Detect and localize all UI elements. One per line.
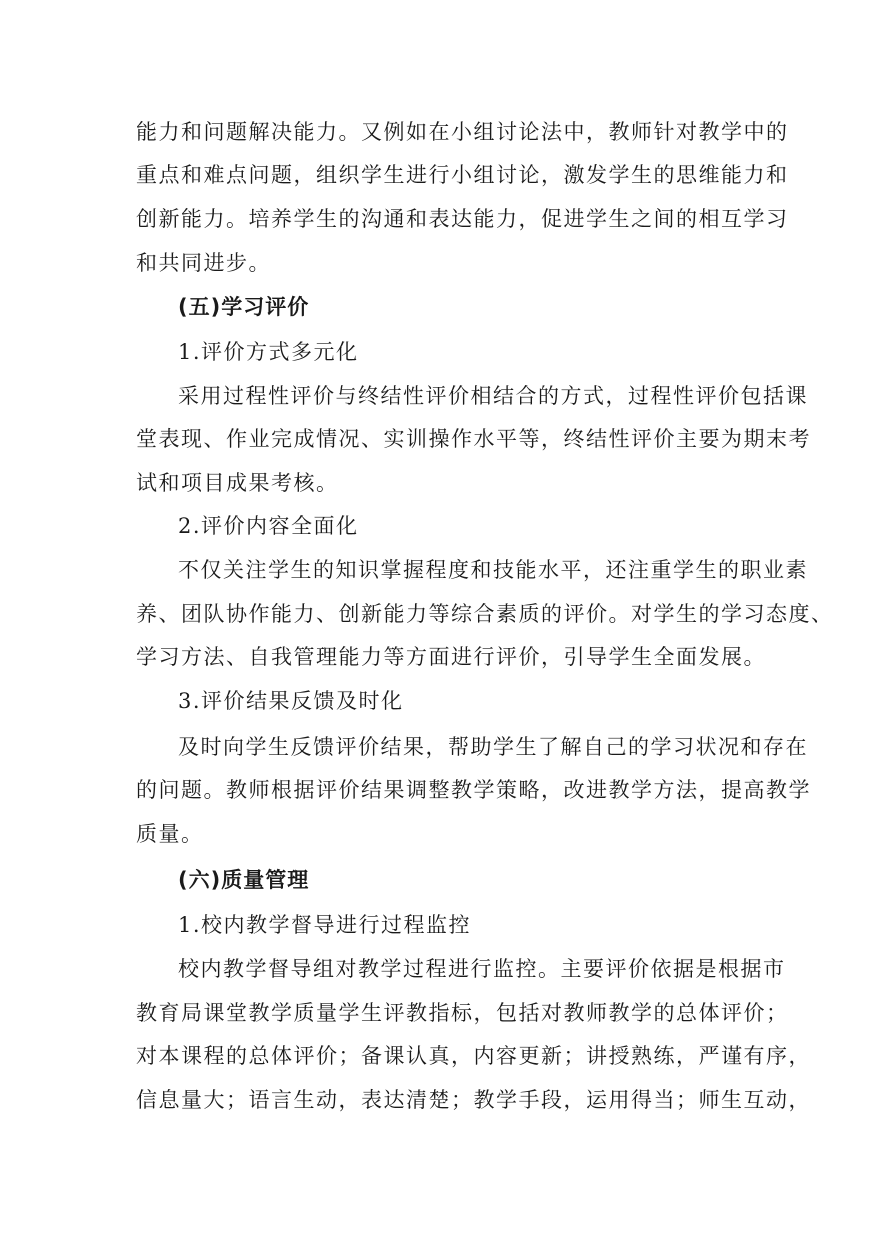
body-text-line: 堂表现、作业完成情况、实训操作水平等，终结性评价主要为期末考: [136, 427, 811, 451]
section-heading: (五)学习评价: [178, 295, 310, 319]
subsection-heading: 2.评价内容全面化: [178, 514, 359, 538]
body-text-line: 对本课程的总体评价；备课认真，内容更新；讲授熟练，严谨有序，: [136, 1044, 811, 1068]
body-text-line: 教育局课堂教学质量学生评教指标，包括对教师教学的总体评价；: [136, 1001, 789, 1025]
subsection-heading: 1.评价方式多元化: [178, 340, 359, 364]
body-text-line: 的问题。教师根据评价结果调整教学策略，改进教学方法，提高教学: [136, 778, 811, 802]
subsection-heading: 1.校内教学督导进行过程监控: [178, 913, 472, 937]
body-text-line: 能力和问题解决能力。又例如在小组讨论法中，教师针对教学中的: [136, 120, 789, 144]
body-text-line: 试和项目成果考核。: [136, 471, 339, 495]
body-text-line: 创新能力。培养学生的沟通和表达能力，促进学生之间的相互学习: [136, 207, 789, 231]
body-text-line: 和共同进步。: [136, 251, 271, 275]
body-text-line: 不仅关注学生的知识掌握程度和技能水平，还注重学生的职业素: [178, 558, 808, 582]
body-text-line: 采用过程性评价与终结性评价相结合的方式，过程性评价包括课: [178, 384, 808, 408]
body-text-line: 学习方法、自我管理能力等方面进行评价，引导学生全面发展。: [136, 645, 766, 669]
subsection-heading: 3.评价结果反馈及时化: [178, 689, 404, 713]
body-text-line: 养、团队协作能力、创新能力等综合素质的评价。对学生的学习态度、: [136, 602, 834, 626]
body-text-line: 重点和难点问题，组织学生进行小组讨论，激发学生的思维能力和: [136, 163, 789, 187]
body-text-line: 信息量大；语言生动，表达清楚；教学手段，运用得当；师生互动，: [136, 1088, 811, 1112]
section-heading: (六)质量管理: [178, 868, 310, 892]
body-text-line: 及时向学生反馈评价结果，帮助学生了解自己的学习状况和存在: [178, 735, 808, 759]
body-text-line: 质量。: [136, 822, 204, 846]
body-text-line: 校内教学督导组对教学过程进行监控。主要评价依据是根据市: [178, 957, 786, 981]
